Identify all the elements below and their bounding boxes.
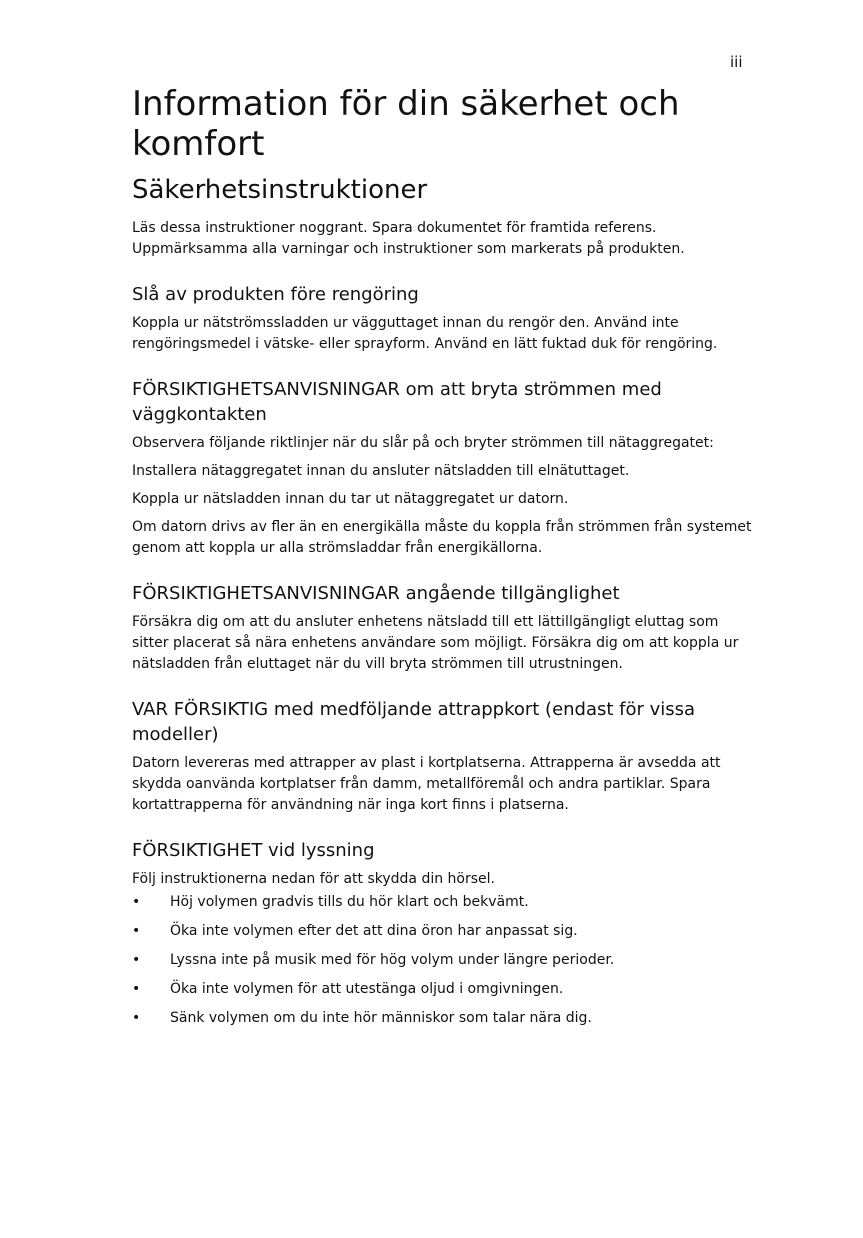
page-number: iii [730,53,743,71]
section-cleaning [132,282,754,355]
list-item [132,979,754,1000]
list-item [132,950,754,971]
section-heading: FÖRSIKTIGHETSANVISNINGAR angående tillgänglighet [132,583,620,604]
section-paragraph: Koppla ur nätsladden innan du tar ut nätaggregatet ur datorn. [132,491,569,507]
section-paragraph: Installera nätaggregatet innan du ansluter nätsladden till elnätuttaget. [132,463,630,479]
section-paragraph: Försäkra dig om att du ansluter enhetens nätsladd till ett lättillgängligt eluttag som sitter placerat så nära enhetens användare som möjligt. Försäkra dig om att koppla ur nätsladden från eluttaget när du vill bryta strömmen till utrustningen. [132,614,739,672]
bullet-icon: • [132,952,141,968]
list-item-text: Lyssna inte på musik med för hög volym under längre perioder. [170,952,615,968]
bullet-icon: • [132,894,141,910]
section-paragraph: Koppla ur nätströmssladden ur vägguttaget innan du rengör den. Använd inte rengöringsmedel i vätske- eller sprayform. Använd en lätt fuktad duk för rengöring. [132,315,718,352]
list-item-text: Öka inte volymen efter det att dina öron har anpassat sig. [170,923,578,939]
bullet-icon: • [132,923,141,939]
list-item [132,1008,754,1029]
section-listening [132,838,754,1029]
page-title: Information för din säkerhet och komfort [132,84,680,164]
section-heading: Slå av produkten före rengöring [132,284,419,305]
section-paragraph: Följ instruktionerna nedan för att skydda din hörsel. [132,871,495,887]
list-item-text: Öka inte volymen för att utestänga oljud i omgivningen. [170,981,564,997]
section-dummy-cards [132,697,754,816]
section-paragraph: Observera följande riktlinjer när du slår på och bryter strömmen till nätaggregatet: [132,435,714,451]
bullet-list [132,892,754,1029]
list-item-text: Sänk volymen om du inte hör människor som talar nära dig. [170,1010,592,1026]
bullet-icon: • [132,981,141,997]
page-subtitle: Säkerhetsinstruktioner [132,175,428,205]
bullet-icon: • [132,1010,141,1026]
intro-paragraph: Läs dessa instruktioner noggrant. Spara dokumentet för framtida referens. Uppmärksamma alla varningar och instruktioner som markerats på produkten. [132,220,685,257]
list-item [132,921,754,942]
list-item [132,892,754,913]
section-paragraph: Datorn levereras med attrapper av plast i kortplatserna. Attrapperna är avsedda att skydda oanvända kortplatser från damm, metallföremål och andra partiklar. Spara kortattrapperna för användning när inga kort finns i platserna. [132,755,721,813]
section-accessibility [132,581,754,675]
section-power-disconnect [132,377,754,559]
list-item-text: Höj volymen gradvis tills du hör klart och bekvämt. [170,894,529,910]
section-heading: FÖRSIKTIGHET vid lyssning [132,840,375,861]
document-body [132,84,754,1037]
section-heading: VAR FÖRSIKTIG med medföljande attrappkort (endast för vissa modeller) [132,699,696,745]
section-paragraph: Om datorn drivs av fler än en energikälla måste du koppla från strömmen från systemet genom att koppla ur alla strömsladdar från energikällorna. [132,519,752,556]
section-heading: FÖRSIKTIGHETSANVISNINGAR om att bryta strömmen med väggkontakten [132,379,662,425]
